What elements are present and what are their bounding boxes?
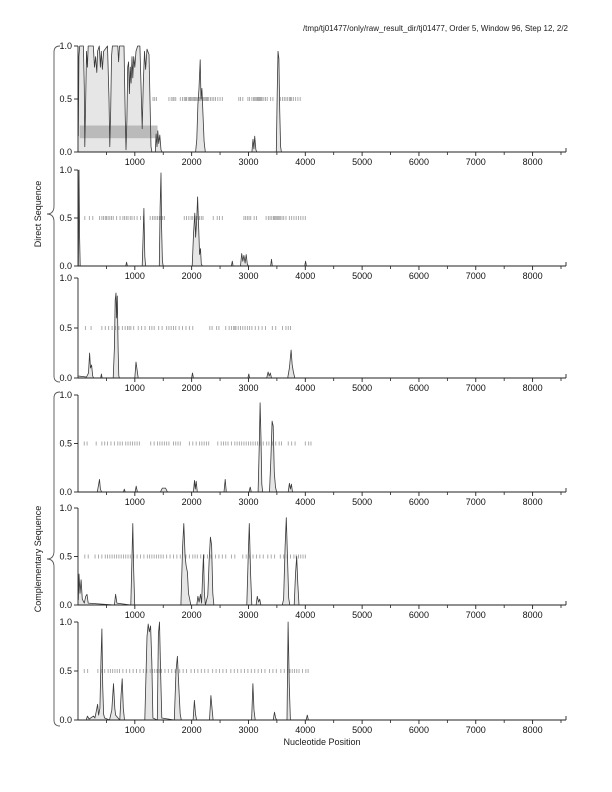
y-tick-label: 0.5 <box>59 551 72 562</box>
probability-curve-fill <box>78 518 561 605</box>
x-tick-label: 2000 <box>181 610 202 620</box>
y-tick-label: 0.0 <box>59 715 72 725</box>
x-tick-label: 5000 <box>352 157 373 167</box>
x-tick-label: 1000 <box>124 157 145 167</box>
x-tick-label: 8000 <box>522 157 543 167</box>
x-tick-label: 8000 <box>522 610 543 620</box>
x-tick-label: 5000 <box>352 383 373 393</box>
plot-panel-direct-frame-1 <box>58 40 578 168</box>
x-tick-label: 4000 <box>295 271 316 281</box>
x-tick-label: 8000 <box>522 725 543 735</box>
x-tick-label: 6000 <box>408 383 429 393</box>
y-tick-label: 1.0 <box>59 41 72 51</box>
x-tick-label: 6000 <box>408 271 429 281</box>
x-tick-label: 4000 <box>295 610 316 620</box>
x-tick-label: 6000 <box>408 157 429 167</box>
x-tick-label: 3000 <box>238 497 259 507</box>
y-tick-label: 0.0 <box>59 261 72 271</box>
x-tick-label: 4000 <box>295 497 316 507</box>
probability-curve <box>78 293 561 378</box>
x-tick-label: 4000 <box>295 383 316 393</box>
y-tick-label: 1.0 <box>59 273 72 283</box>
x-tick-label: 8000 <box>522 383 543 393</box>
x-tick-label: 5000 <box>352 610 373 620</box>
x-tick-label: 8000 <box>522 271 543 281</box>
plot-panel-complementary-frame-1 <box>58 389 578 508</box>
x-tick-label: 2000 <box>181 725 202 735</box>
x-tick-label: 1000 <box>124 610 145 620</box>
x-tick-label: 2000 <box>181 271 202 281</box>
x-tick-label: 7000 <box>465 271 486 281</box>
x-tick-label: 1000 <box>124 271 145 281</box>
plot-panel-direct-frame-2 <box>58 164 578 282</box>
y-tick-label: 0.0 <box>59 600 72 610</box>
x-tick-label: 1000 <box>124 725 145 735</box>
x-tick-label: 5000 <box>352 271 373 281</box>
x-tick-label: 3000 <box>238 725 259 735</box>
y-tick-label: 1.0 <box>59 165 72 175</box>
x-tick-label: 5000 <box>352 725 373 735</box>
x-tick-label: 6000 <box>408 725 429 735</box>
x-tick-label: 2000 <box>181 383 202 393</box>
probability-curve <box>78 518 561 605</box>
y-tick-label: 0.0 <box>59 147 72 157</box>
x-tick-label: 3000 <box>238 157 259 167</box>
probability-curve-fill <box>78 293 561 378</box>
plot-panel-complementary-frame-2 <box>58 502 578 621</box>
x-axis-title: Nucleotide Position <box>283 737 361 747</box>
y-tick-label: 0.5 <box>59 323 72 333</box>
x-tick-label: 7000 <box>465 610 486 620</box>
x-tick-label: 3000 <box>238 610 259 620</box>
y-tick-label: 0.5 <box>59 666 72 676</box>
x-tick-label: 6000 <box>408 497 429 507</box>
x-tick-label: 7000 <box>465 383 486 393</box>
x-tick-label: 5000 <box>352 497 373 507</box>
plot-panel-direct-frame-3 <box>58 272 578 394</box>
x-tick-label: 3000 <box>238 271 259 281</box>
probability-curve-fill <box>78 403 561 492</box>
plot-panel-complementary-frame-3 <box>58 616 578 736</box>
y-tick-label: 0.0 <box>59 373 72 383</box>
x-tick-label: 4000 <box>295 157 316 167</box>
probability-curve <box>78 403 561 492</box>
y-tick-label: 1.0 <box>59 617 72 627</box>
y-tick-label: 1.0 <box>59 503 72 513</box>
plot-title: /tmp/tj01477/only/raw_result_dir/tj01477, Order 5, Window 96, Step 12, 2/2 <box>302 24 568 33</box>
x-tick-label: 3000 <box>238 383 259 393</box>
direct-sequence-label: Direct Sequence <box>33 180 43 248</box>
x-tick-label: 1000 <box>124 383 145 393</box>
x-tick-label: 7000 <box>465 725 486 735</box>
x-tick-label: 7000 <box>465 497 486 507</box>
y-tick-label: 0.5 <box>59 94 72 104</box>
probability-curve <box>78 46 561 152</box>
y-tick-label: 0.5 <box>59 213 72 223</box>
probability-curve-fill <box>78 170 561 266</box>
x-tick-label: 2000 <box>181 497 202 507</box>
x-tick-label: 2000 <box>181 157 202 167</box>
x-tick-label: 7000 <box>465 157 486 167</box>
y-tick-label: 0.5 <box>59 438 72 449</box>
x-tick-label: 1000 <box>124 497 145 507</box>
complementary-sequence-label: Complementary Sequence <box>33 505 43 613</box>
y-tick-label: 0.0 <box>59 487 72 497</box>
probability-curve <box>78 170 561 266</box>
x-tick-label: 8000 <box>522 497 543 507</box>
y-tick-label: 1.0 <box>59 390 72 400</box>
x-tick-label: 4000 <box>295 725 316 735</box>
x-tick-label: 6000 <box>408 610 429 620</box>
